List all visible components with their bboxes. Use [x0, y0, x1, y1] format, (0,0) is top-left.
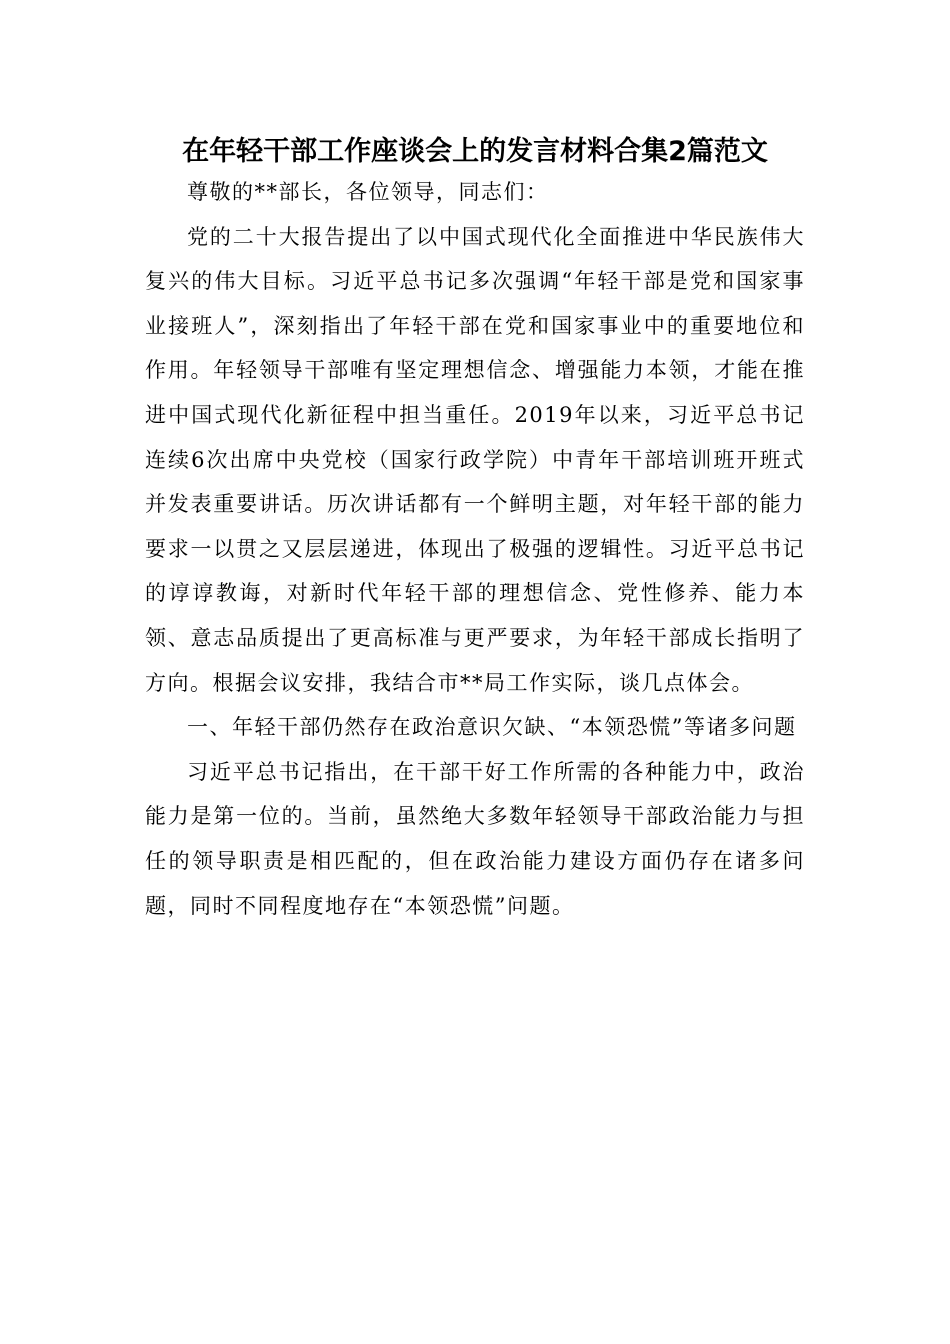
section-heading-1: 一、年轻干部仍然存在政治意识欠缺、“本领恐慌”等诸多问题: [187, 715, 797, 740]
document-title: 在年轻干部工作座谈会上的发言材料合集2篇范文: [182, 136, 768, 167]
intro-paragraph: 党的二十大报告提出了以中国式现代化全面推进中华民族伟大复兴的伟大目标。习近平总书记多次强调“年轻干部是党和国家事业接班人”，深刻指出了年轻干部在党和国家事业中的重要地位和作用。年轻领导干部唯有坚定理想信念、增强能力本领，才能在推进中国式现代化新征程中担当重任。2019年以来，习近平总书记连续6次出席中央党校（国家行政学院）中青年干部培训班开班式并发表重要讲话。历次讲话都有一个鲜明主题，对年轻干部的能力要求一以贯之又层层递进，体现出了极强的逻辑性。习近平总书记的谆谆教诲，对新时代年轻干部的理想信念、党性修养、能力本领、意志品质提出了更高标准与更严要求，为年轻干部成长指明了方向。根据会议安排，我结合市**局工作实际，谈几点体会。: [145, 224, 805, 695]
document-body: [145, 170, 805, 928]
salutation-paragraph: 尊敬的**部长，各位领导，同志们：: [187, 180, 549, 204]
section-1-paragraph: 习近平总书记指出，在干部干好工作所需的各种能力中，政治能力是第一位的。当前，虽然绝大多数年轻领导干部政治能力与担任的领导职责是相匹配的，但在政治能力建设方面仍存在诸多问题，同时不同程度地存在“本领恐慌”问题。: [145, 759, 805, 918]
